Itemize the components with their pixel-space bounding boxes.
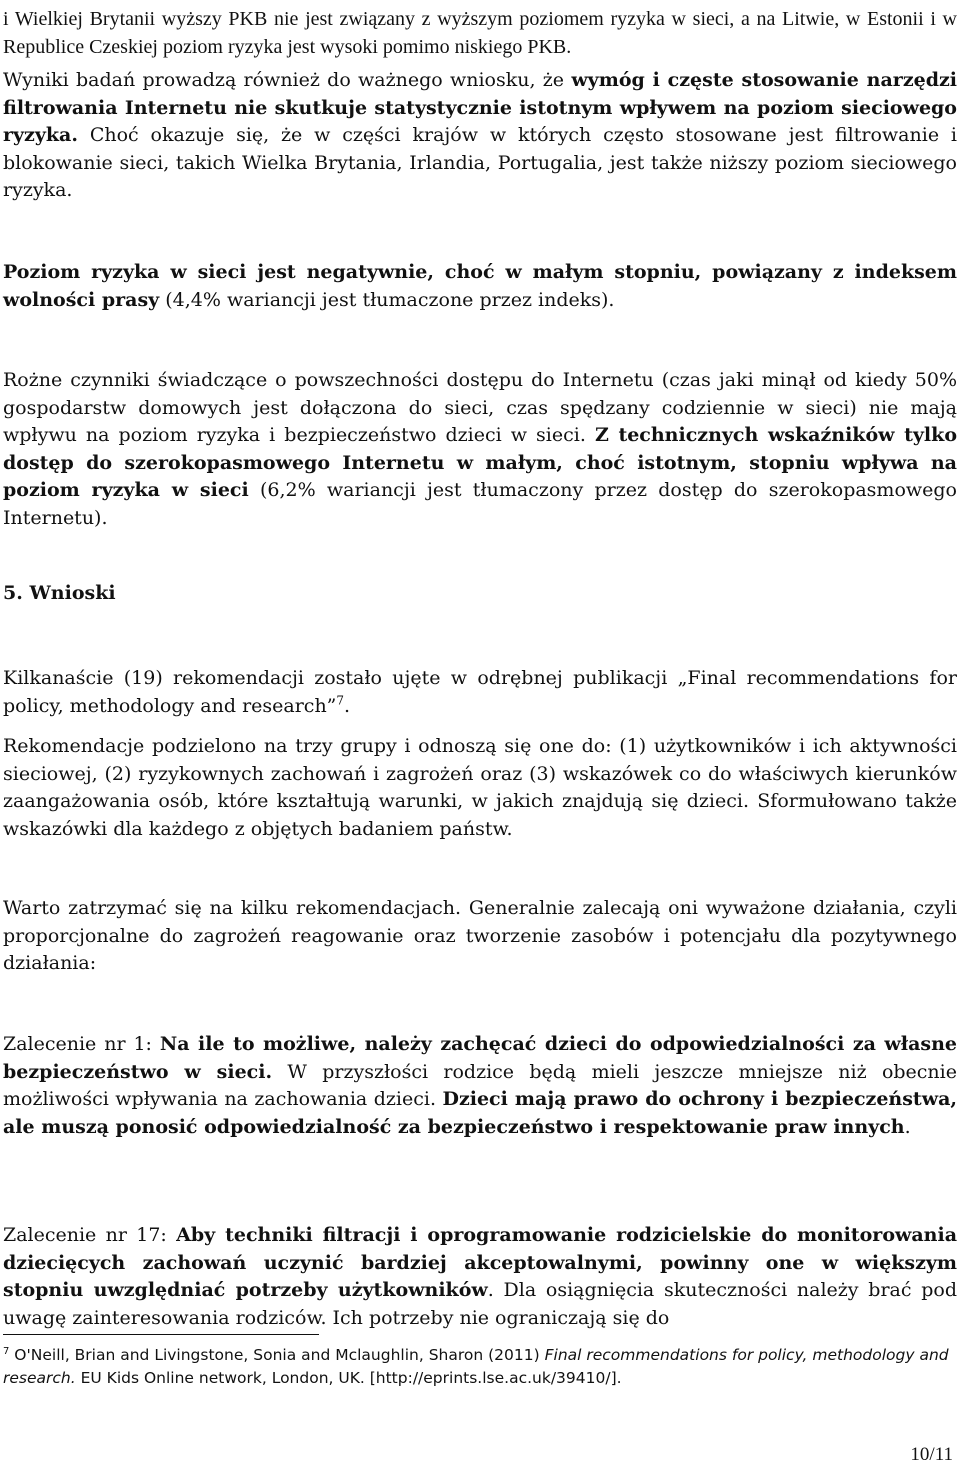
paragraph-recommendation-17: Zalecenie nr 17: Aby techniki filtracji i oprogramowanie rodzicielskie do monitorowania dziecięcych zachowań uczynić bardziej akceptowalnymi, powinny one w większym stopniu uwzględniać potrzeby użytkowników. Dla osiągnięcia skuteczności należy brać pod uwagę zainteresowania rodziców. Ich potrzeby nie ograniczają się do	[3, 1224, 958, 1329]
paragraph-recommendation-1: Zalecenie nr 1: Na ile to możliwe, należy zachęcać dzieci do odpowiedzialności za własne bezpieczeństwo w sieci. W przyszłości rodzice będą mieli jeszcze mniejsze niż obecnie możliwości wpływania na zachowania dzieci. Dzieci mają prawo do ochrony i bezpieczeństwa, ale muszą ponosić odpowiedzialność za bezpieczeństwo i respektowanie praw innych.	[3, 1033, 957, 1138]
footnote-ref[interactable]: 7	[336, 693, 345, 708]
paragraph-press-freedom: Poziom ryzyka w sieci jest negatywnie, choć w małym stopniu, powiązany z indeksem wolności prasy (4,4% wariancji jest tłumaczone przez indeks).	[3, 261, 957, 311]
section-heading: 5. Wnioski	[3, 582, 116, 604]
paragraph-filtering: Wyniki badań prowadzą również do ważnego wniosku, że wymóg i częste stosowanie narzędzi filtrowania Internetu nie skutkuje statystycznie istotnym wpływem na poziom sieciowego ryzyka. Choć okazuje się, że w części krajów w których często stosowane jest filtrowanie i blokowanie sieci, takich Wielka Brytania, Irlandia, Portugalia, jest także niższy poziom sieciowego ryzyka.	[3, 69, 957, 201]
paragraph-worth: Warto zatrzymać się na kilku rekomendacjach. Generalnie zalecają oni wyważone działania, czyli proporcjonalne do zagrożeń reagowanie oraz tworzenie zasobów i potencjału dla pozytywnego działania:	[3, 897, 957, 974]
footnote: $^7$ O'Neill, Brian and Livingstone, Sonia and Mclaughlin, Sharon (2011) Final recommendations for policy, methodology and research. EU Kids Online network, London, UK. [http://eprints.lse.ac.uk/39410/].	[3, 1346, 949, 1388]
paragraph-groups: Rekomendacje podzielono na trzy grupy i odnoszą się one do: (1) użytkowników i ich aktywności sieciowej, (2) ryzykownych zachowań i zagrożeń oraz (3) wskazówek co do właściwych kierunków zaangażowania osób, które kształtują warunki, w jakich znajdują się dzieci. Sformułowano także wskazówki dla każdego z objętych badaniem państw.	[3, 735, 957, 840]
footnote-separator	[3, 1334, 319, 1335]
paragraph-recommendations: Kilkanaście (19) rekomendacji zostało ujęte w odrębnej publikacji „Final recommendations for policy, methodology and research”$^7$.	[3, 667, 957, 717]
paragraph-internet-access: Rożne czynniki świadczące o powszechności dostępu do Internetu (czas jaki minął od kiedy 50% gospodarstw domowych jest dołączona do sieci, czas spędzany codziennie w sieci) nie mają wpływu na poziom ryzyka i bezpieczeństwo dzieci w sieci. Z technicznych wskaźników tylko dostęp do szerokopasmowego Internetu w małym, choć istotnym, stopniu wpływa na poziom ryzyka w sieci (6,2% wariancji jest tłumaczony przez dostęp do szerokopasmowego Internetu).	[3, 369, 957, 529]
paragraph-gdp: i Wielkiej Brytanii wyższy PKB nie jest związany z wyższym poziomem ryzyka w sieci, a na Litwie, w Estonii i w Republice Czeskiej poziom ryzyka jest wysoki pomimo niskiego PKB.	[3, 8, 957, 58]
page-number: 10/11	[910, 1444, 953, 1465]
